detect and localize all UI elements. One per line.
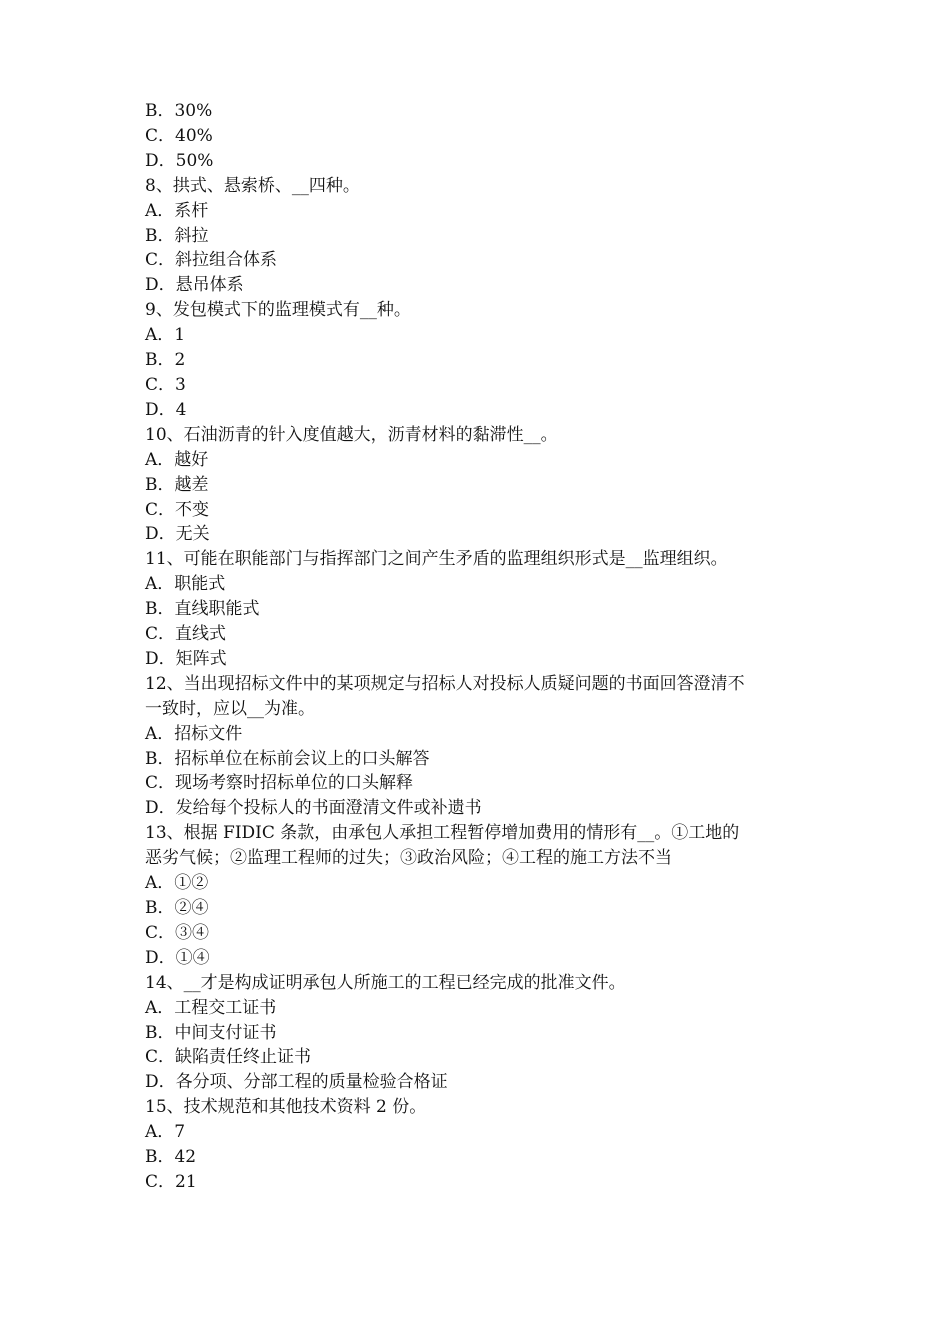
question-line: 14、__才是构成证明承包人所施工的工程已经完成的批准文件。 <box>145 972 626 993</box>
question-line-continued: 恶劣气候；②监理工程师的过失；③政治风险；④工程的施工方法不当 <box>145 848 672 869</box>
question-line-continued: 一致时，应以__为准。 <box>145 698 315 719</box>
question-line: 9、发包模式下的监理模式有__种。 <box>145 300 411 321</box>
option-line: B．中间支付证书 <box>145 1022 277 1043</box>
option-line: A．①② <box>145 873 209 894</box>
option-line: C．缺陷责任终止证书 <box>145 1047 312 1068</box>
option-line: A．越好 <box>145 449 209 470</box>
option-line: D．50% <box>145 150 214 171</box>
option-line: D．4 <box>145 399 187 420</box>
option-line: B．直线职能式 <box>145 599 260 620</box>
option-line: C．21 <box>145 1171 197 1192</box>
option-line: B．招标单位在标前会议上的口头解答 <box>145 748 430 769</box>
option-line: C．40% <box>145 125 213 146</box>
question-line: 12、当出现招标文件中的某项规定与招标人对投标人质疑问题的书面回答澄清不 <box>145 673 745 694</box>
option-line: D．矩阵式 <box>145 648 227 669</box>
option-line: A．7 <box>145 1122 186 1143</box>
question-line: 13、根据 FIDIC 条款，由承包人承担工程暂停增加费用的情形有__。①工地的 <box>145 823 740 844</box>
option-line: B．42 <box>145 1147 197 1168</box>
question-line: 8、拱式、悬索桥、__四种。 <box>145 175 360 196</box>
question-line: 15、技术规范和其他技术资料 2 份。 <box>145 1097 427 1118</box>
question-line: 10、石油沥青的针入度值越大，沥青材料的黏滞性__。 <box>145 424 558 445</box>
option-line: D．悬吊体系 <box>145 275 244 296</box>
option-line: C．不变 <box>145 499 210 520</box>
option-line: B．②④ <box>145 898 209 918</box>
option-line: C．斜拉组合体系 <box>145 250 278 271</box>
document-body <box>145 99 810 1195</box>
option-line: D．各分项、分部工程的质量检验合格证 <box>145 1072 448 1093</box>
option-line: D．①④ <box>145 947 210 968</box>
option-line: A．职能式 <box>145 574 226 595</box>
option-line: D．发给每个投标人的书面澄清文件或补遗书 <box>145 798 482 819</box>
option-line: A．招标文件 <box>145 723 243 744</box>
option-line: D．无关 <box>145 524 210 545</box>
option-line: C．③④ <box>145 922 210 943</box>
option-line: B．30% <box>145 101 213 121</box>
option-line: A．系杆 <box>145 200 209 221</box>
option-line: C．3 <box>145 374 186 395</box>
option-line: B．斜拉 <box>145 225 209 246</box>
option-line: C．现场考察时招标单位的口头解释 <box>145 773 414 794</box>
question-line: 11、可能在职能部门与指挥部门之间产生矛盾的监理组织形式是__监理组织。 <box>145 549 728 570</box>
option-line: A．1 <box>145 325 186 346</box>
option-line: C．直线式 <box>145 624 227 645</box>
option-line: A．工程交工证书 <box>145 997 277 1018</box>
option-line: B．越差 <box>145 474 209 495</box>
option-line: B．2 <box>145 350 186 371</box>
